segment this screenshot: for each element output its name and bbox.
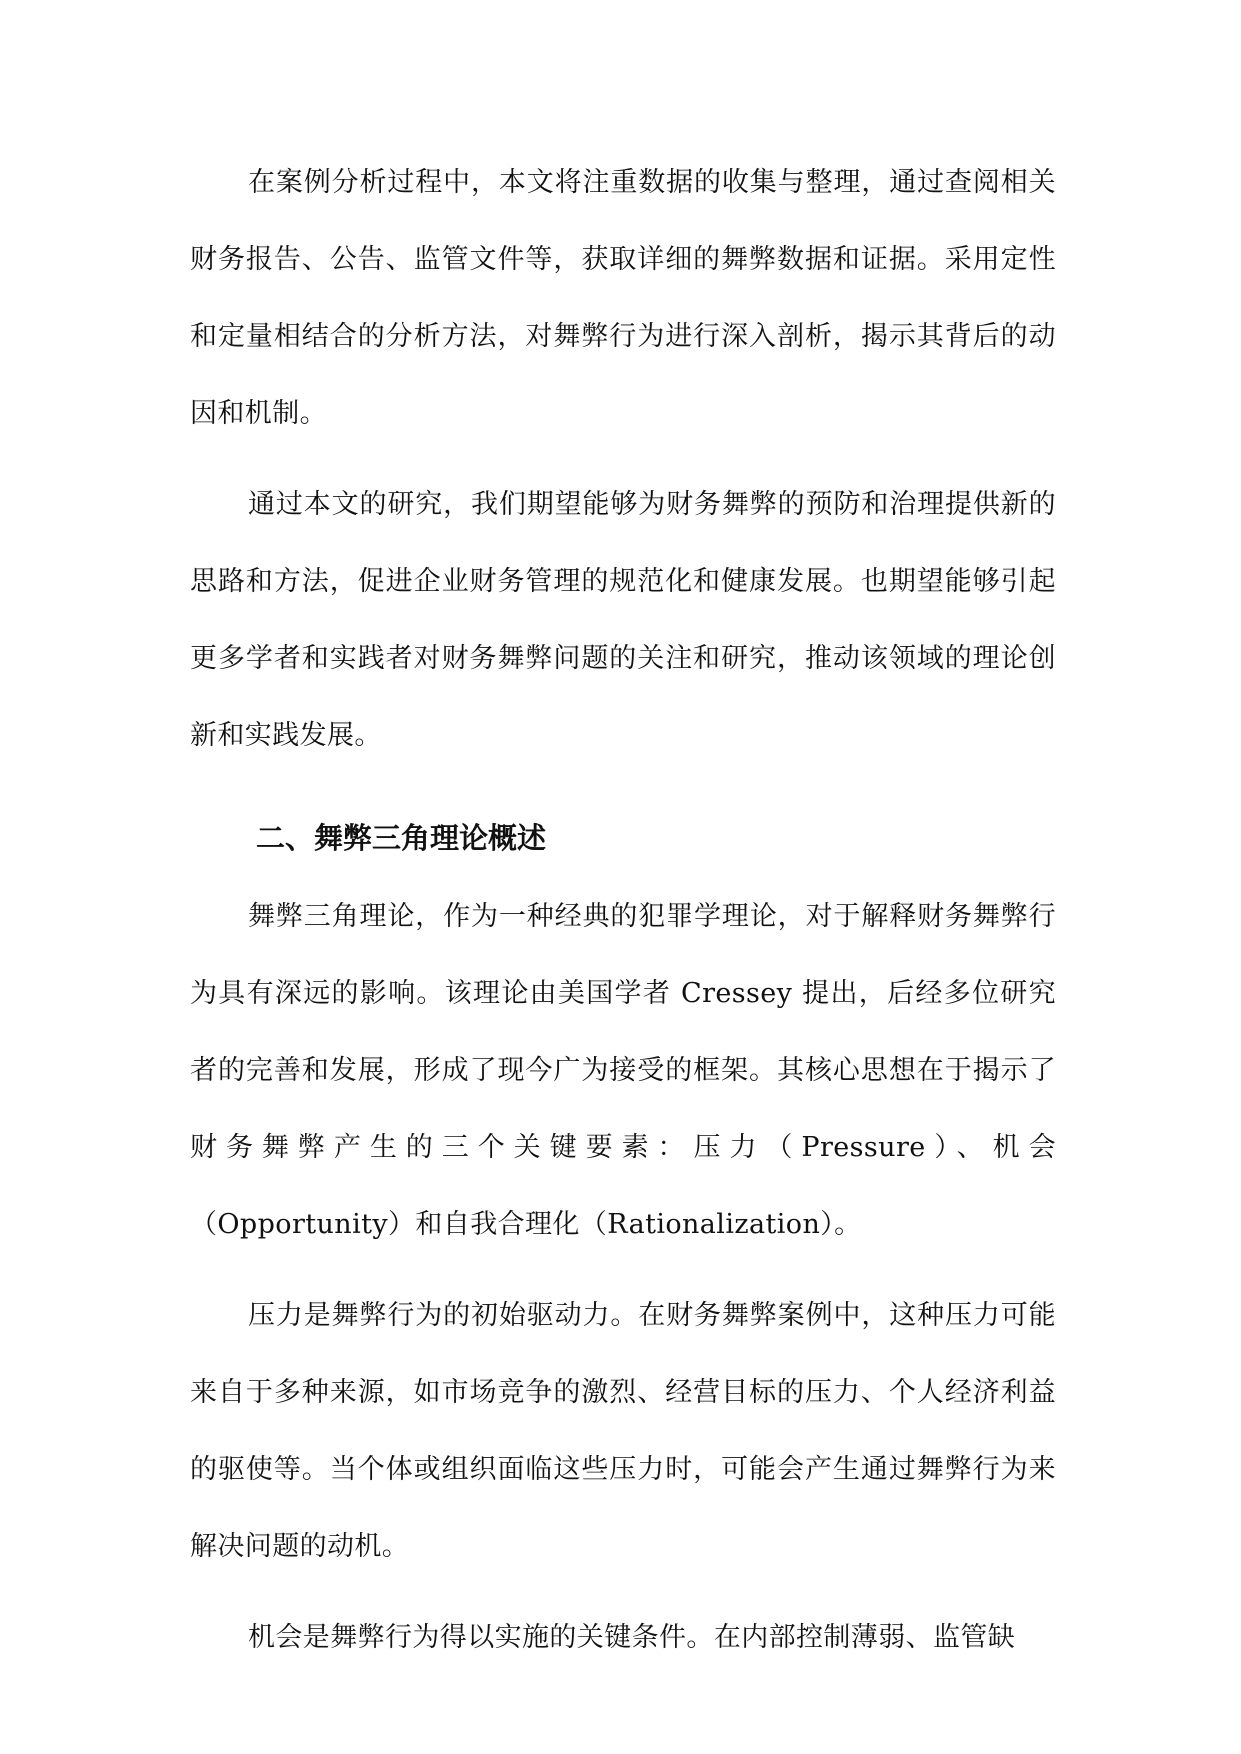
paragraph-opportunity: 机会是舞弊行为得以实施的关键条件。在内部控制薄弱、监管缺	[248, 1622, 1016, 1653]
paragraph-case-analysis: 在案例分析过程中，本文将注重数据的收集与整理，通过查阅相关财务报告、公告、监管文件等，获取详细的舞弊数据和证据。采用定性和定量相结合的分析方法，对舞弊行为进行深入剖析，揭示其背后的动因和机制。	[190, 167, 1056, 429]
body-text	[190, 144, 1056, 1690]
paragraph-pressure: 压力是舞弊行为的初始驱动力。在财务舞弊案例中，这种压力可能来自于多种来源，如市场竞争的激烈、经营目标的压力、个人经济利益的驱使等。当个体或组织面临这些压力时，可能会产生通过舞弊行为来解决问题的动机。	[190, 1300, 1056, 1562]
paragraph-fraud-triangle: 舞弊三角理论，作为一种经典的犯罪学理论，对于解释财务舞弊行为具有深远的影响。该理论由美国学者 Cressey 提出，后经多位研究者的完善和发展，形成了现今广为接受的框架。其核心思想在于揭示了财务舞弊产生的三个关键要素：压力（Pressure）、机会（Opportunity）和自我合理化（Rationalization）。	[190, 901, 1056, 1240]
section-heading: 二、舞弊三角理论概述	[256, 821, 547, 855]
paragraph-research-goal: 通过本文的研究，我们期望能够为财务舞弊的预防和治理提供新的思路和方法，促进企业财务管理的规范化和健康发展。也期望能够引起更多学者和实践者对财务舞弊问题的关注和研究，推动该领域的理论创新和实践发展。	[190, 489, 1056, 751]
